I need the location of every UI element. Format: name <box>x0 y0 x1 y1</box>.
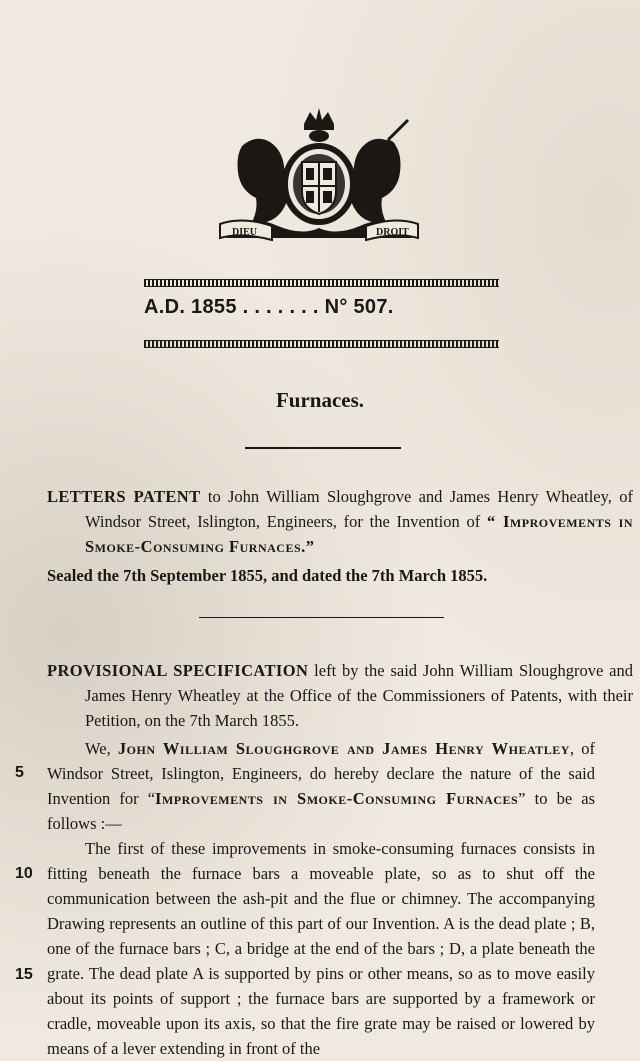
sealed-line: Sealed the 7th September 1855, and dated the 7th March 1855. <box>47 566 488 585</box>
provisional-specification-paragraph <box>47 658 633 733</box>
body-paragraph-1 <box>47 736 595 836</box>
invention-title: “ Improvements in Smoke-Consuming Furnaces.” <box>85 512 633 556</box>
provisional-heading: PROVISIONAL SPECIFICATION <box>47 661 309 680</box>
year: A.D. 1855 <box>144 296 237 318</box>
line-number: 15 <box>15 966 33 983</box>
patent-number-header <box>144 296 499 319</box>
motto-left: DIEU <box>232 227 258 238</box>
body-names: John William Sloughgrove and James Henry Wheatley <box>117 739 570 758</box>
specification-body <box>47 736 595 1061</box>
royal-coat-of-arms-icon <box>212 106 426 244</box>
line-number: 5 <box>15 764 24 781</box>
leader-dots: . . . . . . . <box>242 296 319 318</box>
body-part2: ” to be as follows :— <box>47 789 595 833</box>
title-rule <box>245 447 401 449</box>
letters-patent-paragraph <box>47 484 633 559</box>
letters-patent-heading: LETTERS PATENT <box>47 487 201 506</box>
patent-number: N° 507. <box>324 296 394 318</box>
line-number: 10 <box>15 865 33 882</box>
letters-patent-text: to John William Sloughgrove and James Henry Wheatley, of Windsor Street, Islington, Engineers, for the Invention of <box>85 487 633 531</box>
provisional-text: left by the said John William Sloughgrove and James Henry Wheatley at the Office of the Commissioners of Patents, with their Petition, on the 7th March 1855. <box>85 661 634 730</box>
header-bottom-rule <box>144 340 499 348</box>
body-we: We, <box>85 739 118 758</box>
header-top-rule <box>144 279 499 287</box>
body-part1: , of Windsor Street, Islington, Engineers, do hereby declare the nature of the said Invention for “ <box>47 739 595 808</box>
motto-right: DROIT <box>376 227 409 238</box>
document-title: Furnaces. <box>275 388 365 412</box>
body-invention: Improvements in Smoke-Consuming Furnaces <box>155 789 519 808</box>
section-rule <box>199 617 444 618</box>
body-paragraph-2: The first of these improvements in smoke-consuming furnaces consists in fitting beneath the furnace bars a moveable plate, so as to shut off the communication between the ash-pit and the flue or chimney. The accompanying Drawing represents an outline of this part of our Invention. A is the dead plate ; B, one of the furnace bars ; C, a bridge at the end of the bars ; D, a plate beneath the grate. The dead plate A is supported by pins or other means, so as to move easily about its points of support ; the furnace bars are supported by a framework or cradle, moveable upon its axis, so that the fire grate may be raised or lowered by means of a lever extending in front of the <box>47 839 595 1058</box>
